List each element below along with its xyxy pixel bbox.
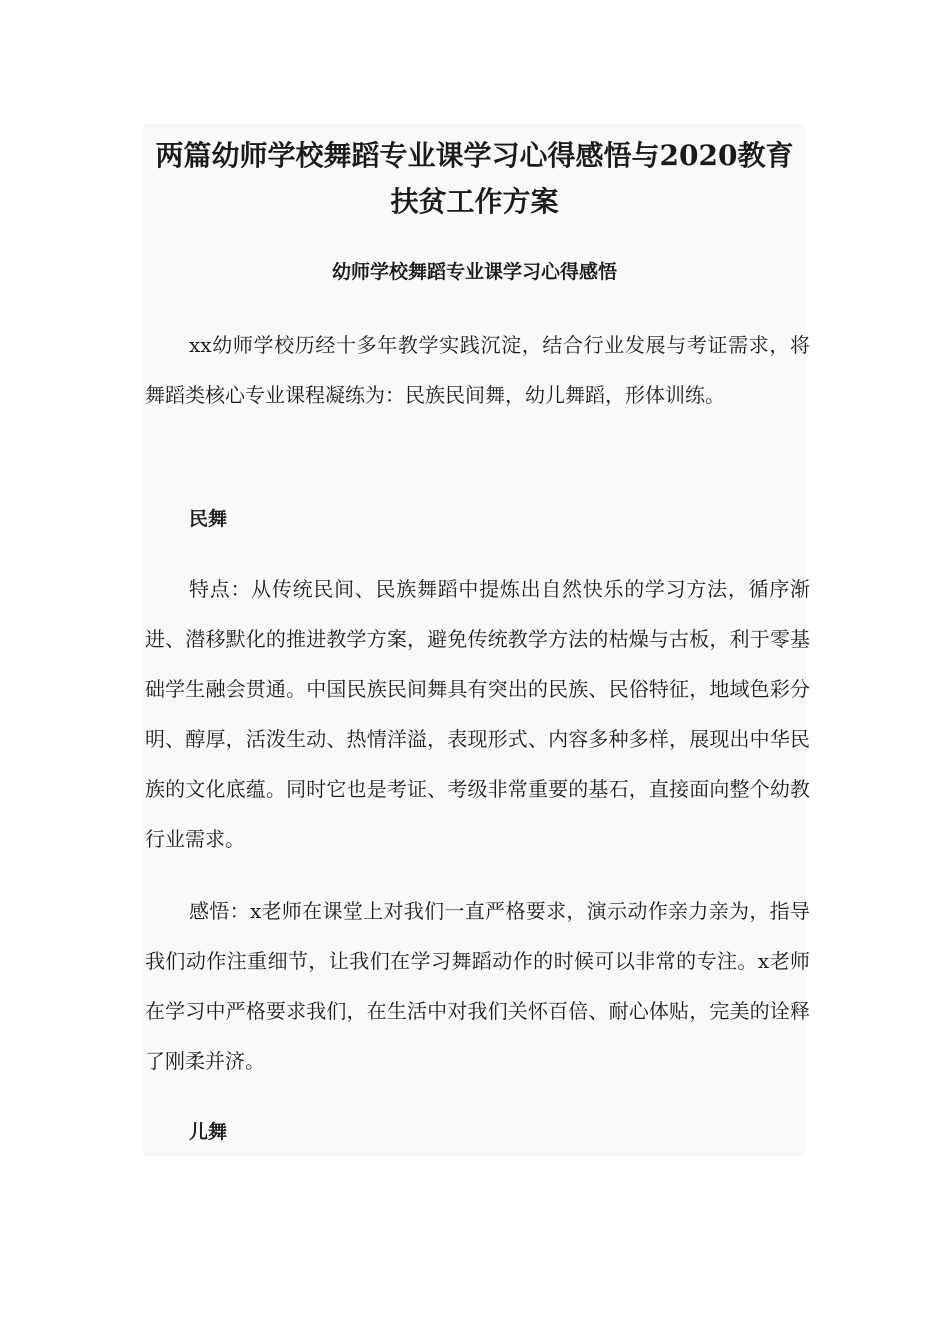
intro-paragraph: xx幼师学校历经十多年教学实践沉淀，结合行业发展与考证需求，将舞蹈类核心专业课程凝练为：民族民间舞，幼儿舞蹈，形体训练。 xyxy=(145,333,810,407)
heading-erwu: 儿舞 xyxy=(189,1121,228,1143)
features-paragraph: 特点：从传统民间、民族舞蹈中提炼出自然快乐的学习方法，循序渐进、潜移默化的推进教学方案，避免传统教学方法的枯燥与古板，利于零基础学生融会贯通。中国民族民间舞具有突出的民族、民俗特征，地域色彩分明、醇厚，活泼生动、热情洋溢，表现形式、内容多种多样，展现出中华民族的文化底蕴。同时它也是考证、考级非常重要的基石，直接面向整个幼教行业需求。 xyxy=(145,577,810,851)
reflection-paragraph: 感悟：x老师在课堂上对我们一直严格要求，演示动作亲力亲为，指导我们动作注重细节，让我们在学习舞蹈动作的时候可以非常的专注。x老师在学习中严格要求我们，在生活中对我们关怀百倍、耐心体贴，完美的诠释了刚柔并济。 xyxy=(145,899,810,1073)
section-title: 幼师学校舞蹈专业课学习心得感悟 xyxy=(331,261,617,283)
heading-minwu: 民舞 xyxy=(189,508,228,530)
document-title: 两篇幼师学校舞蹈专业课学习心得感悟与2020教育扶贫工作方案 xyxy=(155,139,794,218)
